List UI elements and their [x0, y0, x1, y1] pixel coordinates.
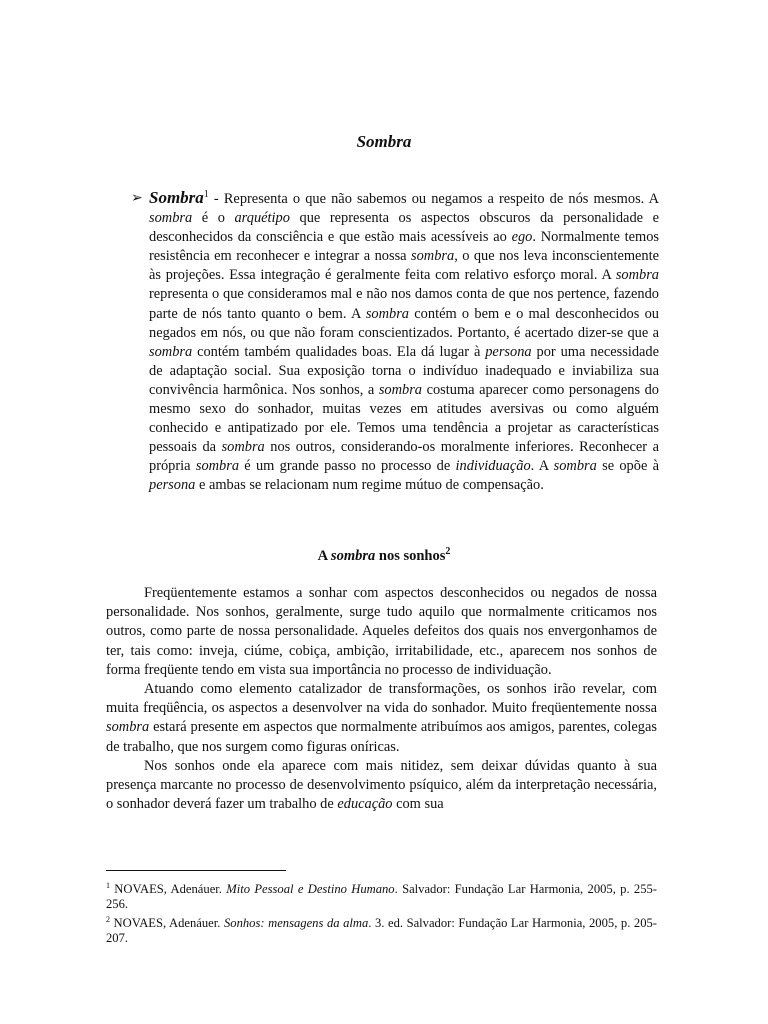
text-run: . A	[530, 458, 554, 475]
footnote-text	[106, 916, 657, 945]
italic-run: sombra	[615, 267, 659, 284]
italic-run: sombra	[106, 719, 150, 736]
definition-term: Sombra	[149, 188, 204, 207]
footnote-ref[interactable]: 2	[445, 546, 451, 558]
footnote-divider	[106, 870, 286, 871]
text-run: . Normalmente temos resistência em reconhecer e integrar a nossa	[149, 229, 659, 265]
footnote-text	[106, 882, 657, 911]
text-run: e ambas se relacionam num regime mútuo de compensação.	[195, 477, 544, 494]
heading-pre: A	[317, 548, 331, 564]
text-run: Nos sonhos onde ela aparece com mais nitidez, sem deixar dúvidas quanto à sua presença marcante no processo de desenvolvimento psíquico, além da interpretação necessária, o sonhador deverá fazer um trabalho de	[106, 757, 657, 813]
text-run: representa o que consideramos mal e não nos damos conta de que nos pertence, fazendo parte de nós tanto quanto o bem. A	[149, 286, 659, 322]
section-heading	[0, 546, 768, 566]
text-run: nos outros, considerando-os moralmente inferiores. Reconhecer a própria	[149, 439, 659, 475]
italic-run: sombra	[411, 248, 455, 265]
arrow-bullet-icon: ➢	[131, 191, 143, 206]
text-run: . Salvador: Fundação Lar Harmonia, 2005, p. 255-256.	[106, 882, 658, 912]
body-paragraph	[106, 680, 657, 757]
text-run: é um grande passo no processo de	[239, 458, 456, 475]
italic-run: persona	[485, 343, 532, 360]
text-run: estará presente em aspectos que normalmente atribuímos aos amigos, parentes, colegas de trabalho, que nos surgem como figuras oníricas.	[106, 719, 657, 755]
text-run: Freqüentemente estamos a sonhar com aspectos desconhecidos ou negados de nossa personalidade. Nos sonhos, geralmente, surge tudo aquilo que normalmente criticamos nos outros, como parte de nossa personalidade. Aqueles defeitos dos quais nos envergonhamos de ter, tais como: inveja, ciúme, cobiça, ambição, irritabilidade, etc., aparecem nos sonhos de forma freqüente tendo em vista sua importância no processo de individuação.	[106, 585, 657, 678]
definition-text	[149, 188, 659, 496]
text-run: costuma aparecer como personagens do mesmo sexo do sonhador, muitas vezes em atitudes aversivas ou como alguém conhecido e antipatizado por ele. Temos uma tendência a projetar as características pessoais da	[149, 381, 659, 456]
italic-run: sombra	[378, 381, 423, 398]
footnote	[106, 878, 657, 912]
italic-run: sombra	[149, 210, 193, 227]
text-run: - Representa o que não sabemos ou negamos a respeito de nós mesmos. A	[208, 191, 659, 207]
text-run: , o que nos leva inconscientemente às projeções. Essa integração é geralmente feita com relativo esforço moral. A	[149, 248, 659, 284]
italic-run: ego	[511, 229, 533, 246]
italic-run: sombra	[553, 458, 597, 475]
italic-run: persona	[149, 477, 196, 494]
italic-run: sombra	[149, 343, 193, 360]
section-body	[106, 584, 657, 814]
text-run: por uma necessidade de adaptação social. Sua exposição torna o indivíduo inadequado e inviabiliza sua convivência harmônica. Nos sonhos, a	[149, 343, 659, 398]
italic-run: sombra	[365, 305, 410, 322]
italic-run: arquétipo	[234, 210, 290, 227]
text-run: com sua	[392, 796, 444, 813]
body-paragraph	[106, 584, 657, 680]
definition-body	[149, 191, 659, 493]
text-run: contém também qualidades boas. Ela dá lugar à	[192, 343, 486, 360]
text-run: . 3. ed. Salvador: Fundação Lar Harmonia, 2005, p. 205-207.	[106, 916, 657, 946]
italic-run: sombra	[221, 439, 265, 456]
text-run: é o	[192, 210, 235, 227]
footnotes	[106, 878, 657, 946]
definition-bullet	[131, 188, 659, 496]
italic-run: educação	[337, 796, 393, 813]
text-run: Atuando como elemento catalizador de transformações, os sonhos irão revelar, com muita freqüência, os aspectos a desenvolver na vida do sonhador. Muito freqüentemente nossa	[106, 681, 657, 717]
footnote	[106, 912, 657, 946]
body-paragraph	[106, 757, 657, 815]
text-run: contém o bem e o mal desconhecidos ou negados em nós, ou que não foram conscientizados. Portanto, é acertado dizer-se que a	[149, 305, 659, 341]
italic-run: individuação	[455, 458, 531, 475]
italic-run: Sonhos: mensagens da alma	[223, 916, 369, 931]
italic-run: sombra	[195, 458, 240, 475]
heading-italic: sombra	[330, 548, 376, 564]
text-run: NOVAES, Adenáuer.	[110, 882, 227, 897]
footnote-number: 1	[106, 881, 110, 890]
footnote-ref[interactable]: 1	[203, 189, 209, 201]
text-run: NOVAES, Adenáuer.	[110, 916, 224, 931]
footnote-number: 2	[106, 915, 110, 925]
heading-post: nos sonhos	[375, 548, 446, 564]
page-title: Sombra	[356, 132, 412, 151]
text-run: que representa os aspectos obscuros da personalidade e desconhecidos da consciência e que estão mais acessíveis ao	[149, 210, 659, 246]
text-run: se opõe à	[596, 458, 659, 475]
italic-run: Mito Pessoal e Destino Humano	[226, 882, 395, 897]
